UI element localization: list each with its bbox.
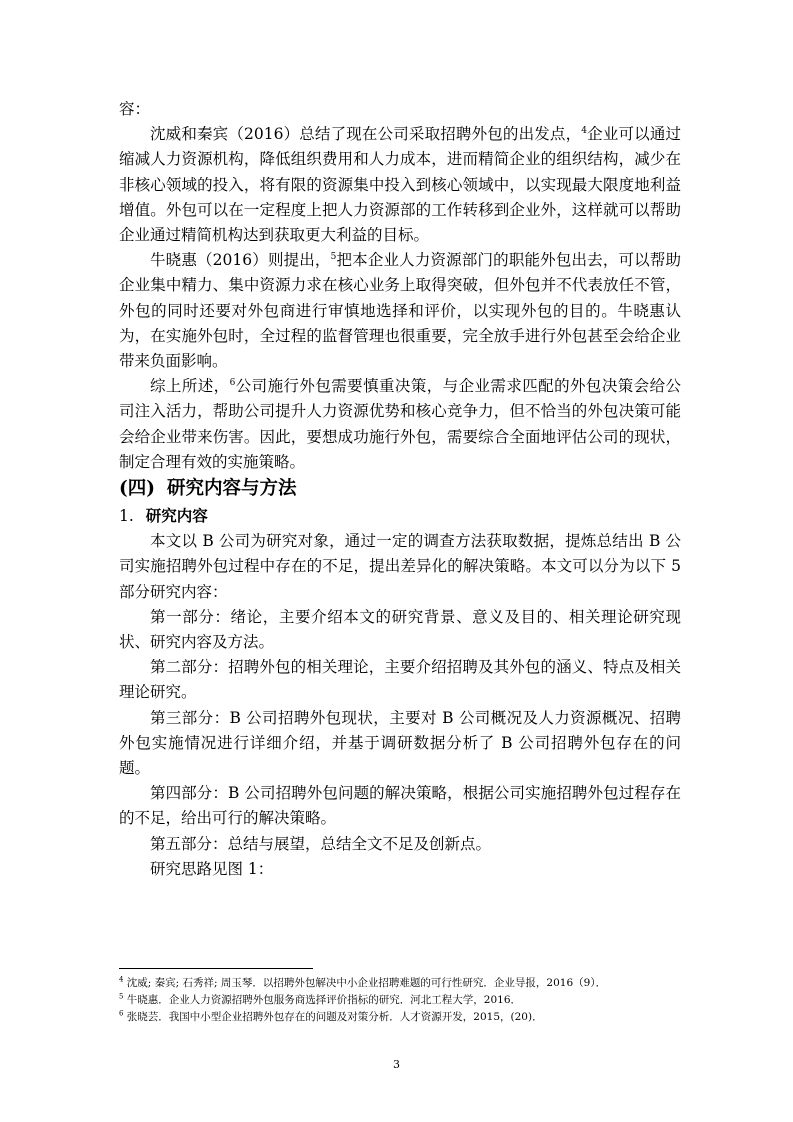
footnote-ref-6[interactable]: 6 xyxy=(229,378,236,389)
paragraph-part-2: 第二部分：招聘外包的相关理论，主要介绍招聘及其外包的涵义、特点及相关理论研究。 xyxy=(119,658,681,702)
paragraph-niuxiaohui xyxy=(119,248,681,374)
paragraph-shenwei xyxy=(119,122,681,248)
footnote-ref-4[interactable]: 4 xyxy=(581,126,587,137)
footnote-separator xyxy=(119,968,313,969)
subsection-title: 研究内容 xyxy=(145,506,208,526)
paragraph-continuation: 容： xyxy=(119,100,151,118)
paragraph-summary xyxy=(119,374,681,475)
paragraph-part-4: 第四部分：B 公司招聘外包问题的解决策略，根据公司实施招聘外包过程存在的不足，给出可行的解决策略。 xyxy=(119,784,681,828)
footnote-text: 牛晓惠．企业人力资源招聘外包服务商选择评价指标的研究．河北工程大学，2016． xyxy=(123,994,522,1006)
footnote-mark: 4 xyxy=(119,975,124,984)
footnote-4 xyxy=(119,975,719,992)
footnote-text: 张晓芸．我国中小型企业招聘外包存在的问题及对策分析．人才资源开发，2015，(20)． xyxy=(123,1011,543,1023)
footnotes xyxy=(119,975,719,1026)
subsection-heading xyxy=(119,503,681,529)
paragraph-intro: 本文以 B 公司为研究对象，通过一定的调查方法获取数据，提炼总结出 B 公司实施招聘外包过程中存在的不足，提出差异化的解决策略。本文可以分为以下 5 部分研究内容： xyxy=(119,532,681,601)
footnote-mark: 6 xyxy=(119,1009,124,1018)
section-title: 研究内容与方法 xyxy=(167,478,297,500)
paragraph-part-3: 第三部分：B 公司招聘外包现状，主要对 B 公司概况及人力资源概况、招聘外包实施情况进行详细介绍，并基于调研数据分析了 B 公司招聘外包存在的问题。 xyxy=(119,708,681,778)
subsection-number: 1. xyxy=(119,507,134,526)
paragraph-text-pre: 综上所述， xyxy=(150,377,230,396)
paragraph-text-post: 公司施行外包需要慎重决策，与企业需求匹配的外包决策会给公司注入活力，帮助公司提升人力资源优势和核心竞争力，但不恰当的外包决策可能会给企业带来伤害。因此，要想成功施行外包，需要综合全面地评估公司的现状，制定合理有效的实施策略。 xyxy=(119,377,681,471)
paragraph-text-pre: 牛晓惠（2016）则提出， xyxy=(150,251,331,270)
footnote-text: 沈威; 秦宾; 石秀祥; 周玉琴．以招聘外包解决中小企业招聘难题的可行性研究．企业导报，2016（9）． xyxy=(123,977,607,989)
paragraph-text-post: 企业可以通过缩减人力资源机构，降低组织费用和人力成本，进而精简企业的组织结构，减少在非核心领域的投入，将有限的资源集中投入到核心领域中，以实现最大限度地利益增值。外包可以在一定程度上把人力资源部的工作转移到企业外，这样就可以帮助企业通过精简机构达到获取更大利益的目标。 xyxy=(119,125,681,245)
paragraph-figure-ref: 研究思路见图 1： xyxy=(150,859,274,878)
section-heading xyxy=(119,475,681,503)
footnote-mark: 5 xyxy=(119,992,124,1001)
section-number: (四) xyxy=(119,478,156,500)
footnote-5 xyxy=(119,992,719,1009)
body-text xyxy=(119,97,681,882)
paragraph-text-post: 把本企业人力资源部门的职能外包出去，可以帮助企业集中精力、集中资源力求在核心业务上取得突破，但外包并不代表放任不管，外包的同时还要对外包商进行审慎地选择和评价，以实现外包的目的。牛晓惠认为，在实施外包时，全过程的监督管理也很重要，完全放手进行外包甚至会给企业带来负面影响。 xyxy=(119,251,681,371)
paragraph-part-1: 第一部分：绪论，主要介绍本文的研究背景、意义及目的、相关理论研究现状、研究内容及方法。 xyxy=(119,607,681,652)
footnote-ref-5[interactable]: 5 xyxy=(330,252,337,263)
paragraph-part-5: 第五部分：总结与展望，总结全文不足及创新点。 xyxy=(150,834,492,853)
paragraph-text-pre: 沈威和秦宾（2016）总结了现在公司采取招聘外包的出发点， xyxy=(150,125,582,144)
page-number: 3 xyxy=(393,1058,400,1071)
footnote-6 xyxy=(119,1009,719,1026)
